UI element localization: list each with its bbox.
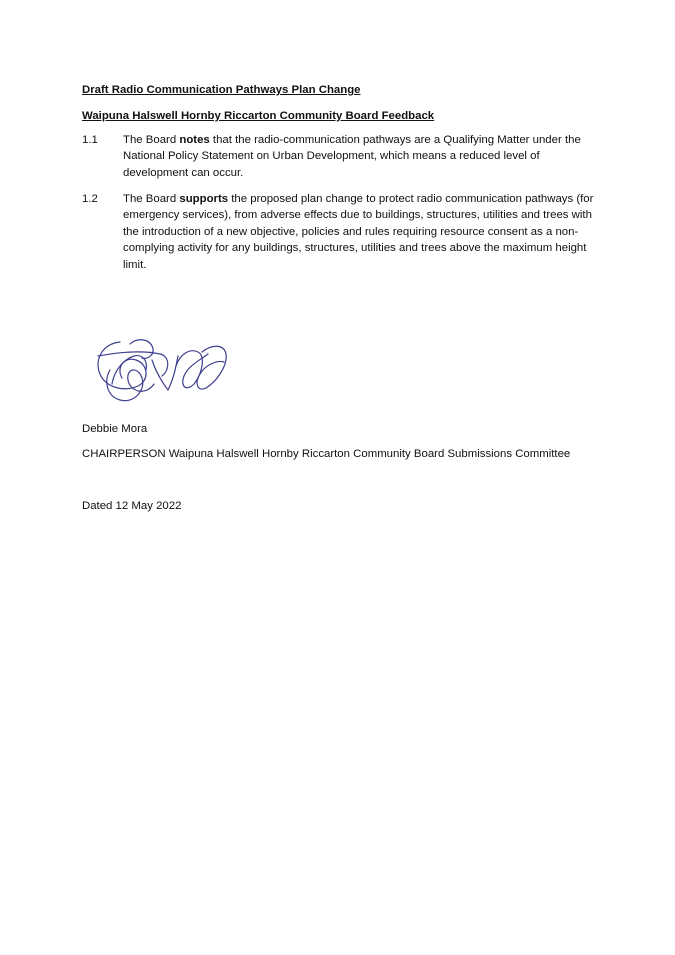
paragraph-text xyxy=(123,132,601,181)
paragraph-number: 1.2 xyxy=(82,193,98,205)
paragraph-lead: The Board xyxy=(123,193,180,205)
document-title: Draft Radio Communication Pathways Plan Change xyxy=(82,84,361,96)
date-line: Dated 12 May 2022 xyxy=(82,500,182,512)
paragraph-lead: The Board xyxy=(123,134,180,146)
paragraph-number: 1.1 xyxy=(82,134,98,146)
paragraph-keyword: supports xyxy=(179,193,229,205)
paragraph-text xyxy=(123,191,601,273)
paragraph-body: the proposed plan change to protect radio communication pathways (for emergency services), from adverse effects due to buildings, structures, utilities and trees with the introduction of a new objective, policies and rules requiring resource consent as a non-complying activity for any buildings, structures, utilities and trees above the maximum height limit. xyxy=(123,193,594,271)
document-subtitle: Waipuna Halswell Hornby Riccarton Community Board Feedback xyxy=(82,110,435,122)
signer-name: Debbie Mora xyxy=(82,423,148,435)
paragraph-body: that the radio-communication pathways are a Qualifying Matter under the National Policy Statement on Urban Development, which means a reduced level of development can occur. xyxy=(123,134,581,179)
handwritten-signature xyxy=(90,330,240,410)
signer-title: CHAIRPERSON Waipuna Halswell Hornby Riccarton Community Board Submissions Committee xyxy=(82,448,571,460)
paragraph-keyword: notes xyxy=(179,134,210,146)
